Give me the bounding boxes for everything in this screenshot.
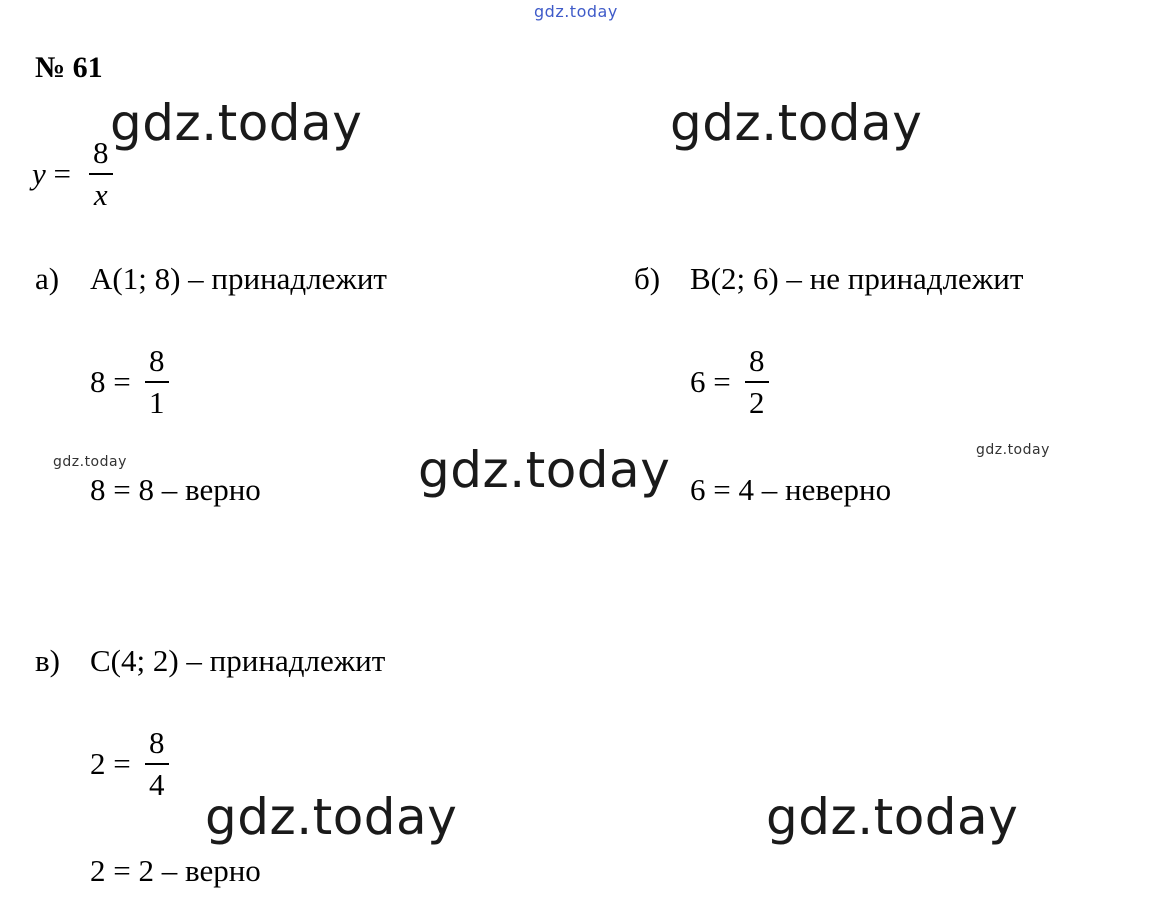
fraction-bar <box>145 763 169 765</box>
item-b-denominator: 2 <box>749 385 765 420</box>
formula-denominator: x <box>93 177 108 212</box>
item-a-fraction <box>145 345 169 418</box>
item-c-statement: C(4; 2) – принадлежит <box>90 643 386 678</box>
watermark-small-1: gdz.today <box>53 454 127 470</box>
item-c-check-lhs: 2 = <box>90 746 131 781</box>
item-a-result: 8 = 8 – верно <box>90 472 261 507</box>
item-b-fraction <box>745 345 769 418</box>
item-b-numerator: 8 <box>749 343 765 378</box>
item-a-numerator: 8 <box>149 343 165 378</box>
item-c-marker: в) <box>35 643 60 678</box>
formula-numerator: 8 <box>93 135 109 170</box>
problem-title: № 61 <box>35 51 103 84</box>
watermark-5: gdz.today <box>766 788 1019 846</box>
item-c-result: 2 = 2 – верно <box>90 853 261 888</box>
item-c-denominator: 4 <box>149 767 165 802</box>
item-b-check-lhs: 6 = <box>690 364 731 399</box>
item-a-statement: A(1; 8) – принадлежит <box>90 261 387 296</box>
fraction-bar <box>89 173 113 175</box>
watermark-small-2: gdz.today <box>976 442 1050 458</box>
item-a-check-lhs: 8 = <box>90 364 131 399</box>
formula-fraction <box>89 137 113 210</box>
item-b-result: 6 = 4 – неверно <box>690 472 892 507</box>
item-c-fraction <box>145 727 169 800</box>
watermark-4: gdz.today <box>205 788 458 846</box>
watermark-top: gdz.today <box>534 2 618 21</box>
item-a-denominator: 1 <box>149 385 165 420</box>
formula-variable-y: y <box>32 156 46 191</box>
item-b-statement: B(2; 6) – не принадлежит <box>690 261 1024 296</box>
fraction-bar <box>745 381 769 383</box>
formula-equals: = <box>53 156 71 191</box>
watermark-2: gdz.today <box>670 94 923 152</box>
formula-lhs <box>32 158 71 189</box>
item-a-marker: а) <box>35 261 60 296</box>
watermark-1: gdz.today <box>110 94 363 152</box>
item-c-numerator: 8 <box>149 725 165 760</box>
watermark-3: gdz.today <box>418 441 671 499</box>
item-b-marker: б) <box>634 261 661 296</box>
fraction-bar <box>145 381 169 383</box>
